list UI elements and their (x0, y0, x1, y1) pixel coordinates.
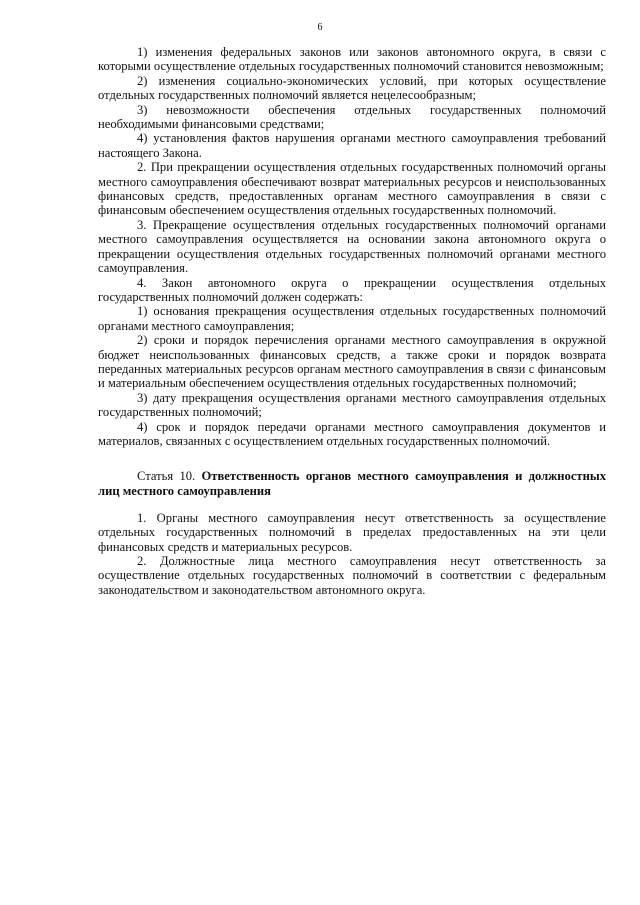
paragraph: 1) изменения федеральных законов или законов автономного округа, в связи с которыми осуществление отдельных государственных полномочий становится невозможным; (98, 45, 606, 74)
paragraph: 2. При прекращении осуществления отдельных государственных полномочий органы местного самоуправления обеспечивают возврат материальных ресурсов и неиспользованных финансовых средств, предоставленных органам местного самоуправления в связи с финансовым обеспечением осуществления отдельных государственных полномочий. (98, 160, 606, 218)
page-number: 6 (317, 22, 323, 33)
paragraph: 3) дату прекращения осуществления органами местного самоуправления отдельных государственных полномочий; (98, 390, 606, 420)
paragraph: 4) срок и порядок передачи органами местного самоуправления документов и материалов, связанных с осуществлением отдельных государственных полномочий. (98, 419, 606, 448)
article-heading (98, 469, 606, 498)
paragraph: 1. Органы местного самоуправления несут ответственность за осуществление отдельных государственных полномочий в пределах предоставленных на эти цели финансовых средств и материальных ресурсов. (98, 510, 606, 554)
paragraph: 4. Закон автономного округа о прекращении осуществления отдельных государственных полномочий должен содержать: (98, 275, 606, 304)
paragraph: 2) изменения социально-экономических условий, при которых осуществление отдельных государственных полномочий является нецелесообразным; (98, 73, 606, 103)
article-title: Ответственность органов местного самоуправления и должностных лиц местного самоуправления (98, 469, 606, 498)
paragraph: 2) сроки и порядок перечисления органами местного самоуправления в окружной бюджет неиспользованных финансовых средств, а также сроки и порядок возврата переданных материальных ресурсов органам местного самоуправления в связи с финансовым и материальным обеспечением осуществления отдельных государственных полномочий; (98, 333, 606, 391)
paragraph: 3. Прекращение осуществления отдельных государственных полномочий органами местного самоуправления осуществляется на основании закона автономного округа о прекращении осуществления отдельных государственных полномочий органами местного самоуправления. (98, 217, 606, 276)
paragraph: 3) невозможности обеспечения отдельных государственных полномочий необходимыми финансовыми средствами; (98, 102, 606, 132)
paragraph: 1) основания прекращения осуществления отдельных государственных полномочий органами местного самоуправления; (98, 304, 606, 333)
article-label: Статья 10. (137, 469, 196, 484)
document-body (98, 45, 606, 597)
paragraph: 4) установления фактов нарушения органами местного самоуправления требований настоящего Закона. (98, 131, 606, 160)
paragraph: 2. Должностные лица местного самоуправления несут ответственность за осуществление отдельных государственных полномочий в соответствии с федеральным законодательством и законодательством автономного округа. (98, 554, 606, 597)
